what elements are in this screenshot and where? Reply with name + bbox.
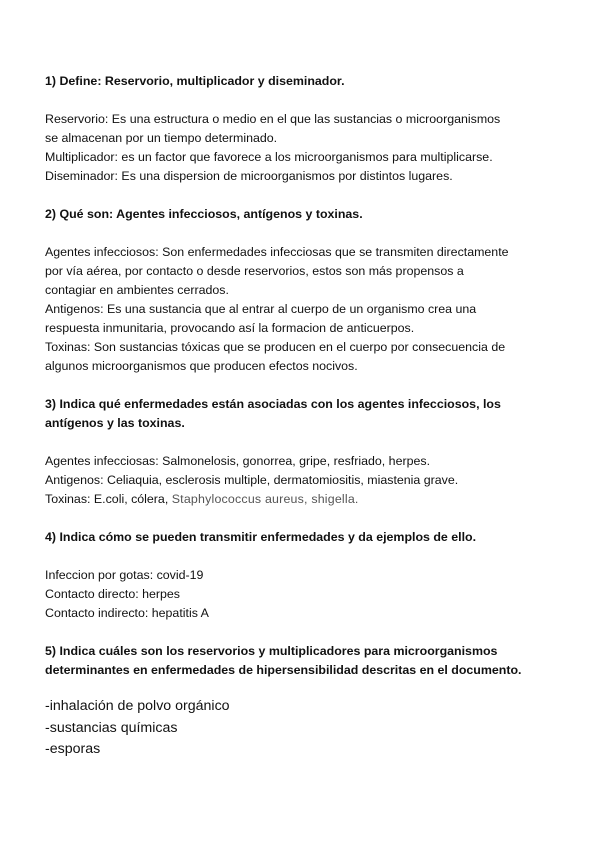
q3-toxinas-text: Toxinas: E.coli, cólera, <box>45 492 172 506</box>
q2-line-toxinas-1: Toxinas: Son sustancias tóxicas que se producen en el cuerpo por consecuencia de <box>45 340 506 354</box>
question-5-title-line-2: determinantes en enfermedades de hipersensibilidad descritas en el documento. <box>45 663 522 677</box>
q4-line-contacto-indirecto: Contacto indirecto: hepatitis A <box>45 606 209 620</box>
q2-line-agentes-2: por vía aérea, por contacto o desde reservorios, estos son más propensos a <box>45 264 464 278</box>
q5-answer-polvo: -inhalación de polvo orgánico <box>45 698 230 714</box>
q1-line-reservorio-cont: se almacenan por un tiempo determinado. <box>45 131 278 145</box>
q5-answer-sustancias: -sustancias químicas <box>45 719 178 736</box>
q3-line-toxinas <box>45 490 560 509</box>
question-4-title: 4) Indica cómo se pueden transmitir enfermedades y da ejemplos de ello. <box>45 530 477 544</box>
question-3-title-line-1: 3) Indica qué enfermedades están asociadas con los agentes infecciosos, los <box>45 397 501 411</box>
q1-line-reservorio: Reservorio: Es una estructura o medio en el que las sustancias o microorganismos <box>45 112 501 126</box>
q2-line-antigenos-1: Antigenos: Es una sustancia que al entrar al cuerpo de un organismo crea una <box>45 302 477 316</box>
q4-line-contacto-directo: Contacto directo: herpes <box>45 587 180 601</box>
question-3-title-line-2: antígenos y las toxinas. <box>45 416 185 430</box>
q4-line-gotas: Infeccion por gotas: covid-19 <box>45 568 204 582</box>
q1-line-diseminador: Diseminador: Es una dispersion de microorganismos por distintos lugares. <box>45 169 453 183</box>
q2-line-toxinas-2: algunos microorganismos que producen efectos nocivos. <box>45 359 358 373</box>
q2-line-antigenos-2: respuesta inmunitaria, provocando así la formacion de anticuerpos. <box>45 321 415 335</box>
q3-toxinas-pasted-text: Staphylococcus aureus, shigella. <box>171 492 359 506</box>
q3-line-antigenos: Antigenos: Celiaquia, esclerosis multiple, dermatomiositis, miastenia grave. <box>45 473 459 487</box>
q2-line-agentes-3: contagiar en ambientes cerrados. <box>45 283 229 297</box>
document-page <box>45 72 560 761</box>
q3-line-agentes: Agentes infecciosas: Salmonelosis, gonorrea, gripe, resfriado, herpes. <box>45 454 431 468</box>
question-2-title: 2) Qué son: Agentes infecciosos, antígenos y toxinas. <box>45 207 363 221</box>
q2-line-agentes-1: Agentes infecciosos: Son enfermedades infecciosas que se transmiten directamente <box>45 245 509 259</box>
question-1-title: 1) Define: Reservorio, multiplicador y diseminador. <box>45 74 345 88</box>
question-5-title-line-1: 5) Indica cuáles son los reservorios y multiplicadores para microorganismos <box>45 644 498 658</box>
q5-answer-esporas: -esporas <box>45 741 101 757</box>
q1-line-multiplicador: Multiplicador: es un factor que favorece a los microorganismos para multiplicarse. <box>45 150 493 164</box>
